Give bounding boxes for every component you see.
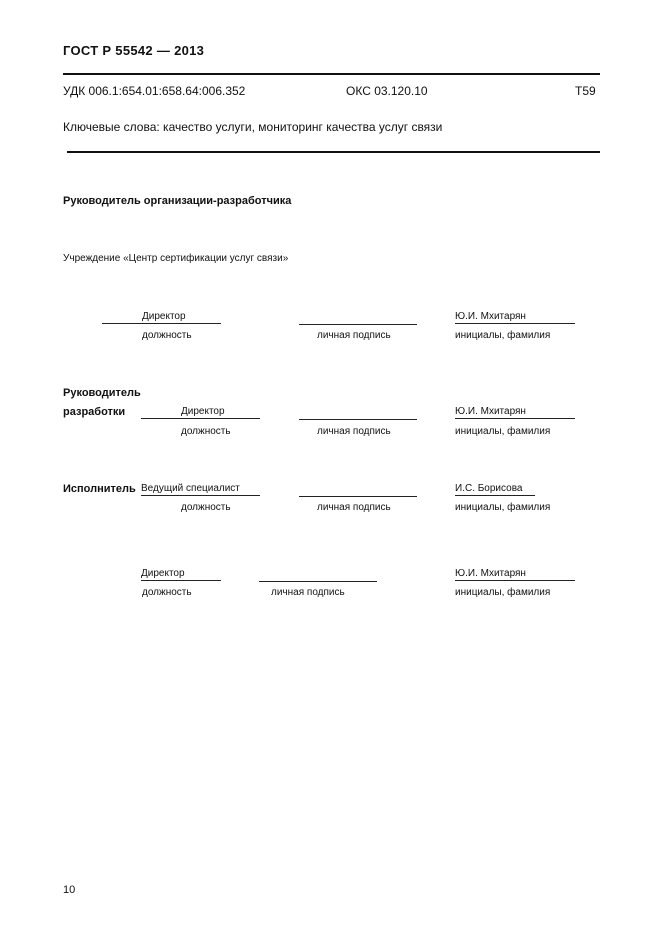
initials-caption: инициалы, фамилия [455,587,551,598]
signature-line [299,311,417,325]
position-value: Директор [141,406,260,419]
position-line [102,311,221,324]
signature-caption: личная подпись [317,330,391,341]
signature-line [259,568,377,582]
oks-code: ОКС 03.120.10 [346,84,428,98]
position-value: Директор [102,311,221,324]
role-label-continued: разработки [63,406,126,418]
name-value: Ю.И. Мхитарян [455,568,575,581]
signature-line [299,483,417,497]
keywords: Ключевые слова: качество услуги, мониторинг качества услуг связи [63,120,443,134]
initials-caption: инициалы, фамилия [455,426,551,437]
name-value: И.С. Борисова [455,483,535,496]
position-value: Директор [141,568,221,581]
organization-name: Учреждение «Центр сертификации услуг связи» [63,253,289,264]
position-caption: должность [142,587,192,598]
udk-code: УДК 006.1:654.01:658.64:006.352 [63,84,246,98]
name-line [455,568,575,581]
role-label: Исполнитель [63,483,136,495]
position-line [141,568,221,581]
role-label: Руководитель [63,387,141,399]
initials-caption: инициалы, фамилия [455,330,551,341]
page-number: 10 [63,884,76,896]
standard-designation: ГОСТ Р 55542 — 2013 [63,43,205,58]
name-value: Ю.И. Мхитарян [455,311,575,324]
position-line [141,406,260,419]
name-line [455,311,575,324]
initials-caption: инициалы, фамилия [455,502,551,513]
org-head-title: Руководитель организации-разработчика [63,195,292,207]
classification-code: Т59 [575,84,596,98]
signature-caption: личная подпись [317,502,391,513]
name-line [455,406,575,419]
name-value: Ю.И. Мхитарян [455,406,575,419]
position-caption: должность [181,502,231,513]
position-caption: должность [181,426,231,437]
header-rule [63,73,600,75]
position-line [141,483,260,496]
signature-caption: личная подпись [271,587,345,598]
keywords-rule [67,151,600,153]
position-value: Ведущий специалист [141,483,260,496]
signature-line [299,406,417,420]
position-caption: должность [142,330,192,341]
name-line [455,483,535,496]
signature-caption: личная подпись [317,426,391,437]
